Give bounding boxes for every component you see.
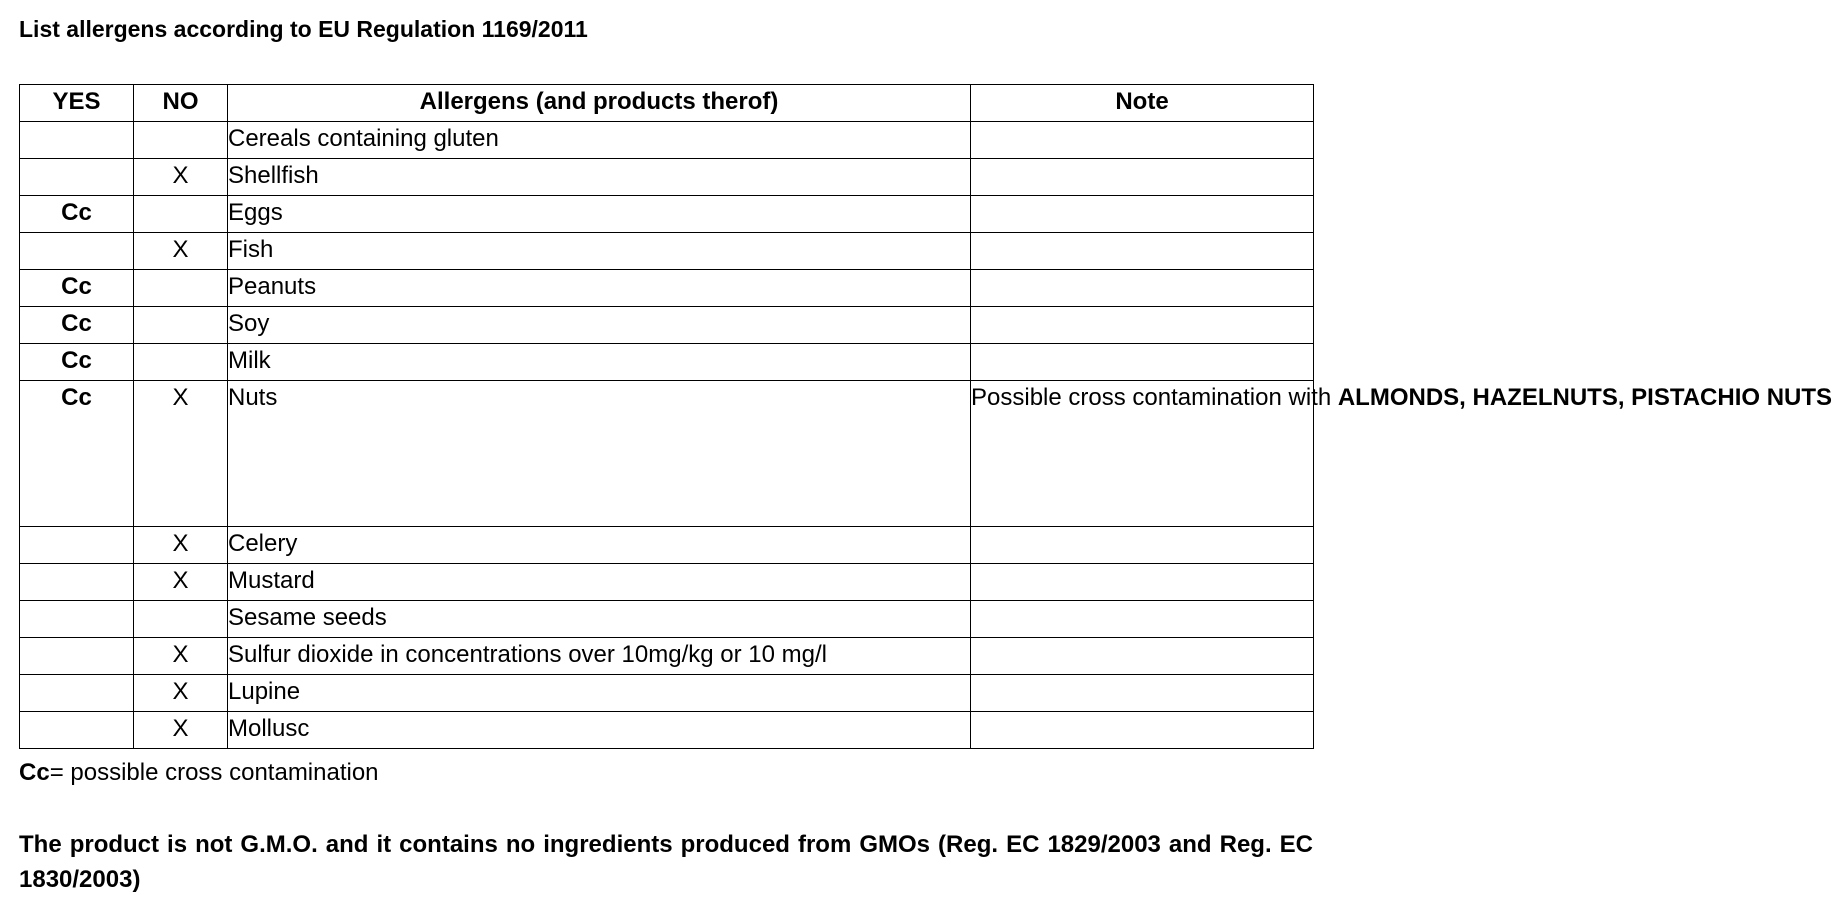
yes-cell: Cc [20, 196, 134, 233]
no-cell: X [134, 712, 228, 749]
no-cell: X [134, 638, 228, 675]
table-row [20, 196, 1314, 233]
note-cell [971, 564, 1314, 601]
header-allergen: Allergens (and products therof) [228, 85, 971, 122]
table-row [20, 159, 1314, 196]
note-cell [971, 196, 1314, 233]
no-cell: X [134, 159, 228, 196]
yes-cell: Cc [20, 270, 134, 307]
table-row [20, 344, 1314, 381]
header-note: Note [971, 85, 1314, 122]
header-yes: YES [20, 85, 134, 122]
allergen-cell: Mollusc [228, 712, 971, 749]
table-row [20, 233, 1314, 270]
header-no: NO [134, 85, 228, 122]
yes-cell [20, 159, 134, 196]
allergen-cell: Mustard [228, 564, 971, 601]
allergen-cell: Lupine [228, 675, 971, 712]
allergen-cell: Fish [228, 233, 971, 270]
yes-cell [20, 527, 134, 564]
legend-code: Cc [19, 759, 50, 786]
allergen-cell: Sesame seeds [228, 601, 971, 638]
note-cell [971, 527, 1314, 564]
yes-cell [20, 638, 134, 675]
yes-cell: Cc [20, 344, 134, 381]
note-cell [971, 159, 1314, 196]
yes-cell: Cc [20, 307, 134, 344]
note-cell [971, 675, 1314, 712]
no-cell: X [134, 564, 228, 601]
table-row [20, 601, 1314, 638]
table-row [20, 638, 1314, 675]
note-cell [971, 344, 1314, 381]
table-row [20, 270, 1314, 307]
note-cell [971, 270, 1314, 307]
yes-cell [20, 233, 134, 270]
table-header-row [20, 85, 1314, 122]
table-row [20, 712, 1314, 749]
note-nut-list: ALMONDS, HAZELNUTS, PISTACHIO NUTS [1337, 384, 1832, 411]
yes-cell [20, 601, 134, 638]
note-cell [971, 233, 1314, 270]
no-cell: X [134, 675, 228, 712]
table-row [20, 564, 1314, 601]
no-cell [134, 196, 228, 233]
yes-cell [20, 564, 134, 601]
note-cell [971, 601, 1314, 638]
no-cell [134, 601, 228, 638]
no-cell [134, 270, 228, 307]
legend-text: = possible cross contamination [49, 759, 379, 786]
table-row [20, 675, 1314, 712]
no-cell [134, 344, 228, 381]
no-cell [134, 122, 228, 159]
allergen-cell: Peanuts [228, 270, 971, 307]
note-cell [971, 381, 1832, 527]
table-row [20, 381, 1314, 527]
note-cell [971, 122, 1314, 159]
allergen-cell: Sulfur dioxide in concentrations over 10mg/kg or 10 mg/l [228, 638, 971, 675]
allergen-cell: Shellfish [228, 159, 971, 196]
no-cell [134, 307, 228, 344]
table-row [20, 307, 1314, 344]
yes-cell [20, 712, 134, 749]
no-cell: X [134, 527, 228, 564]
no-cell: X [134, 381, 228, 527]
gmo-statement: The product is not G.M.O. and it contains no ingredients produced from GMOs (Reg. EC 1829/2003 and Reg. EC 1830/2003) [19, 831, 1313, 893]
allergen-cell: Celery [228, 527, 971, 564]
allergen-cell: Soy [228, 307, 971, 344]
note-text: Possible cross contamination with [971, 384, 1332, 411]
table-row [20, 122, 1314, 159]
yes-cell [20, 675, 134, 712]
allergen-cell: Cereals containing gluten [228, 122, 971, 159]
table-row [20, 527, 1314, 564]
yes-cell: Cc [20, 381, 134, 527]
page-title: List allergens according to EU Regulation 1169/2011 [19, 16, 588, 42]
legend [19, 757, 379, 789]
note-cell [971, 712, 1314, 749]
note-cell [971, 307, 1314, 344]
allergens-table [19, 84, 1832, 749]
allergen-cell: Milk [228, 344, 971, 381]
note-cell [971, 638, 1314, 675]
allergen-cell: Nuts [228, 381, 971, 527]
yes-cell [20, 122, 134, 159]
no-cell: X [134, 233, 228, 270]
allergen-cell: Eggs [228, 196, 971, 233]
